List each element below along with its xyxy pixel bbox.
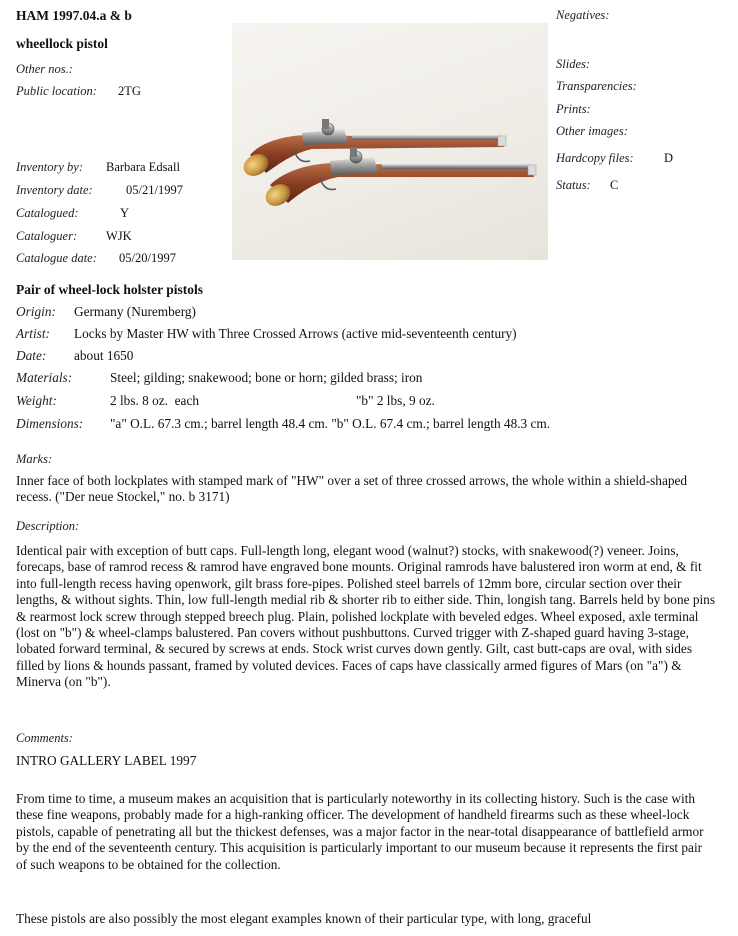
lower-pistol — [262, 147, 536, 210]
inventory-by-label: Inventory by: — [16, 160, 83, 174]
inventory-date-label: Inventory date: — [16, 183, 93, 197]
inventory-by-value: Barbara Edsall — [106, 160, 180, 174]
status-value: C — [610, 178, 619, 192]
public-location-label: Public location: — [16, 84, 97, 98]
date-label: Date: — [16, 348, 47, 363]
artist-value: Locks by Master HW with Three Crossed Arrows (active mid-seventeenth century) — [74, 326, 517, 341]
weight-label: Weight: — [16, 393, 57, 408]
description-text: Identical pair with exception of butt caps. Full-length long, elegant wood (walnut?) stocks, with snakewood(?) veneer. Joins, forecaps, base of ramrod recess & ramrod have engraved bone mounts. Original ramrods have balustered iron worm at end, & fit into full-length recess having openwork, gilt brass fore-pipes. Polished steel barrels of 12mm bore, circular section over their lengths, & without sights. Thin, low full-length medial rib & shorter rib to either side. Thin, longish tang. Barrels held by bone pins & rearmost lock screw through stepped breech plug. Plain, polished lockplate with beveled edges. Wheel exposed, axle terminal (lost on "b") & wheel-clamps balustered. Pan covers without pushbuttons. Curved trigger with Z-shaped guard having 3-stage, lobated forward terminal, & secured by screws at ends. Stock wrist curves down gently. Gilt, cast butt-caps are oval, with sides filled by lions & hounds passant, framed by voluted devices. Faces of caps have classically armed figures of Mars (on "a") & Minerva (on "b"). — [16, 543, 715, 690]
catalogue-date-label: Catalogue date: — [16, 251, 97, 265]
hardcopy-files-label: Hardcopy files: — [556, 151, 634, 165]
comments-label: Comments: — [16, 731, 73, 745]
marks-text: Inner face of both lockplates with stamped mark of "HW" over a set of three crossed arrows, the whole within a shield-shaped recess. ("Der neue Stockel," no. b 3171) — [16, 473, 688, 505]
catalogued-value: Y — [120, 206, 130, 220]
object-id: HAM 1997.04.a & b — [16, 8, 132, 23]
pistols-photo — [232, 23, 548, 260]
catalogued-label: Catalogued: — [16, 206, 79, 220]
dimensions-value: "a" O.L. 67.3 cm.; barrel length 48.4 cm. "b" O.L. 67.4 cm.; barrel length 48.3 cm. — [110, 416, 551, 431]
weight-b-value: "b" 2 lbs, 9 oz. — [356, 393, 435, 408]
artist-label: Artist: — [16, 326, 50, 341]
object-title: Pair of wheel-lock holster pistols — [16, 282, 203, 297]
materials-label: Materials: — [16, 370, 73, 385]
dimensions-label: Dimensions: — [16, 416, 84, 431]
cataloguer-value: WJK — [106, 229, 132, 243]
origin-label: Origin: — [16, 304, 56, 319]
other-images-label: Other images: — [556, 124, 628, 138]
origin-value: Germany (Nuremberg) — [74, 304, 196, 319]
pistols-illustration — [232, 23, 548, 260]
materials-value: Steel; gilding; snakewood; bone or horn; gilded brass; iron — [110, 370, 423, 385]
inventory-date-value: 05/21/1997 — [126, 183, 183, 197]
comments-paragraph-1: From time to time, a museum makes an acquisition that is particularly noteworthy in its collecting history. Such is the case with these fine weapons, probably made for a high-ranking officer. The development of handheld firearms such as these wheel-lock pistols, capable of penetrating all but the thickest defenses, was a major factor in the near-total disappearance of battlefield armor by the end of the seventeenth century. This acquisition is particularly important to our museum because it represents the first pair of such weapons to be obtained for the collection. — [16, 791, 704, 872]
cataloguer-label: Cataloguer: — [16, 229, 78, 243]
comments-paragraph-2: These pistols are also possibly the most elegant examples known of their particular type, with long, graceful — [16, 911, 592, 926]
status-label: Status: — [556, 178, 591, 192]
slides-label: Slides: — [556, 57, 591, 71]
weight-a-value: 2 lbs. 8 oz. each — [110, 393, 199, 408]
marks-label: Marks: — [16, 452, 53, 466]
hardcopy-files-value: D — [664, 151, 674, 165]
negatives-label: Negatives: — [556, 8, 610, 22]
prints-label: Prints: — [556, 102, 591, 116]
date-value: about 1650 — [74, 348, 134, 363]
public-location-value: 2TG — [118, 84, 141, 98]
catalogue-date-value: 05/20/1997 — [119, 251, 176, 265]
object-name: wheellock pistol — [16, 36, 108, 51]
description-label: Description: — [16, 519, 80, 533]
comments-heading: INTRO GALLERY LABEL 1997 — [16, 753, 197, 768]
other-nos-label: Other nos.: — [16, 62, 73, 76]
transparencies-label: Transparencies: — [556, 79, 637, 93]
